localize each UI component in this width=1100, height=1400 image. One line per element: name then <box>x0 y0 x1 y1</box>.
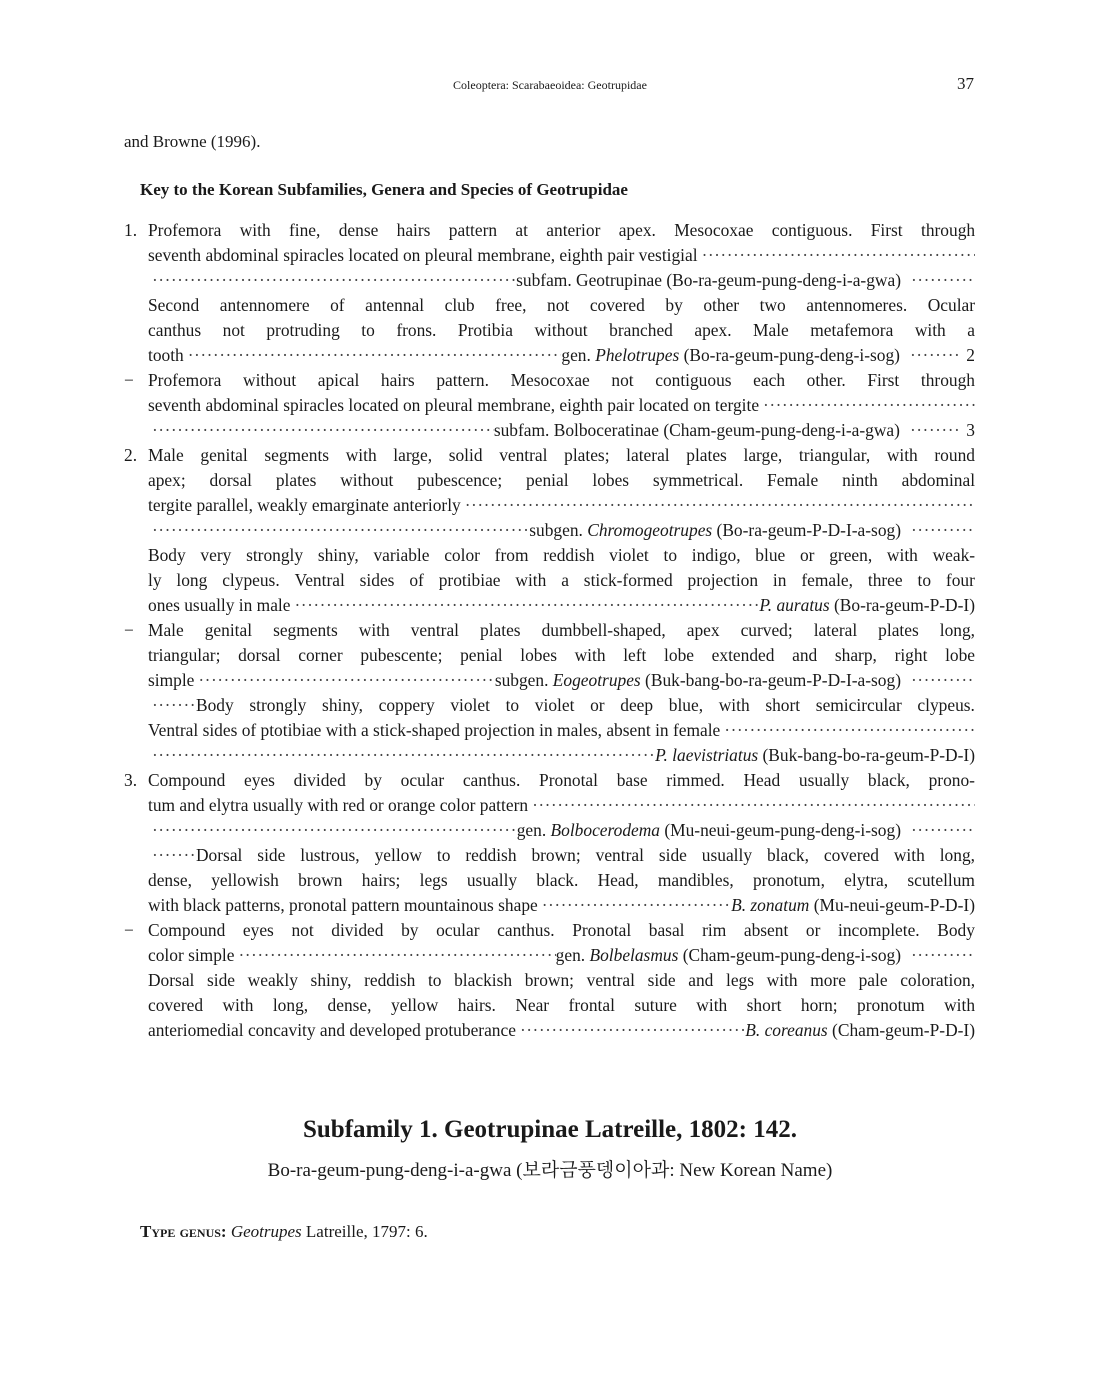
key-line-text: tergite parallel, weakly emarginate anteriorly ····· <box>148 493 975 518</box>
species-name: B. coreanus <box>745 1020 828 1040</box>
key-couplet-marker: − <box>124 370 134 390</box>
key-line-text: Second antennomere of antennal club free, not covered by other two antennomeres. Ocular <box>148 295 976 315</box>
subfamily-title: Subfamily 1. Geotrupinae Latreille, 1802: 142. <box>303 1116 797 1143</box>
taxon-name: Eogeotrupes <box>552 670 641 690</box>
key-line <box>124 218 975 243</box>
key-line <box>124 443 975 468</box>
taxon-rank: subgen. <box>529 520 588 540</box>
taxon-name: Bolbocerodema <box>550 820 660 840</box>
intro-text: and Browne (1996). <box>124 132 261 151</box>
key-line-text: color simple ····· gen. Bolbelasmus (Cham-geum-pung-deng-i-sog) ····· <box>148 943 975 968</box>
couplet-reference: 2 <box>961 345 975 365</box>
key-line-text: triangular; dorsal corner pubescente; penial lobes with left lobe extended and sharp, right lobe <box>148 645 976 665</box>
leader-dots <box>907 818 975 843</box>
korean-name: (Bo-ra-geum-P-D-I-a-sog) <box>712 520 901 540</box>
taxon-name: Phelotrupes <box>595 345 680 365</box>
taxon-entry: subfam. Geotrupinae (Bo-ra-geum-pung-deng-i-a-gwa) <box>516 270 901 290</box>
taxon-name: Bolbelasmus <box>589 945 679 965</box>
page-number: 37 <box>957 74 974 93</box>
type-genus-label: Type genus: <box>140 1222 227 1241</box>
key-line <box>124 393 975 418</box>
leader-dots <box>184 343 562 368</box>
leader-dots <box>234 943 555 968</box>
key-line <box>124 818 975 843</box>
key-line-text: dense, yellowish brown hairs; legs usually black. Head, mandibles, pronotum, elytra, scutellum <box>148 870 975 890</box>
key-line-text: Body very strongly shiny, variable color from reddish violet to indigo, blue or green, with weak- <box>148 545 976 565</box>
key-line <box>124 368 975 393</box>
key-line <box>124 943 975 968</box>
key-couplet-marker: − <box>124 920 134 940</box>
taxon-rank: gen. <box>555 945 590 965</box>
key-line <box>124 843 975 868</box>
leader-dots <box>528 793 975 818</box>
type-genus-authority: Latreille, 1797: 6. <box>305 1222 428 1241</box>
key-line-text: ····· Dorsal side lustrous, yellow to reddish brown; ventral side usually black, covered with long, <box>148 843 975 868</box>
leader-dots <box>907 268 975 293</box>
key-line <box>124 1018 975 1043</box>
key-line <box>124 743 975 768</box>
type-genus-name: Geotrupes <box>230 1222 302 1241</box>
key-line <box>124 618 975 643</box>
key-line-text: ones usually in male ····· P. auratus (Bo-ra-geum-P-D-I) <box>148 593 975 618</box>
key-line <box>124 243 975 268</box>
key-line-text: anteriomedial concavity and developed protuberance ····· B. coreanus (Cham-geum-P-D-I) <box>148 1018 975 1043</box>
leader-dots <box>194 668 494 693</box>
key-couplet-marker: − <box>124 620 134 640</box>
leader-dots <box>720 718 975 743</box>
key-line-text <box>148 818 975 843</box>
key-couplet-marker: 1. <box>124 220 138 240</box>
key-line <box>124 343 975 368</box>
key-title: Key to the Korean Subfamilies, Genera and Species of Geotrupidae <box>140 180 628 199</box>
key-line <box>124 668 975 693</box>
korean-name: (Mu-neui-geum-pung-deng-i-sog) <box>660 820 901 840</box>
korean-name: (Buk-bang-bo-ra-geum-P-D-I-a-sog) <box>640 670 901 690</box>
key-line-text <box>148 743 975 768</box>
key-line <box>124 543 975 568</box>
key-line-text: seventh abdominal spiracles located on pleural membrane, eighth pair located on tergite ····· <box>148 393 975 418</box>
key-line-text: Dorsal side weakly shiny, reddish to blackish brown; ventral side and legs with more pale coloration, <box>148 970 976 990</box>
key-line-text <box>148 518 975 543</box>
korean-name: (Bo-ra-geum-pung-deng-i-sog) <box>679 345 900 365</box>
leader-dots <box>148 743 655 768</box>
key-line-text: Compound eyes divided by ocular canthus. Pronotal base rimmed. Head usually black, prono- <box>148 770 975 790</box>
running-head: Coleoptera: Scarabaeoidea: Geotrupidae <box>453 78 647 92</box>
species-name: B. zonatum <box>731 895 810 915</box>
subfamily-korean-name: Bo-ra-geum-pung-deng-i-a-gwa (보라금풍뎅이아과: New Korean Name) <box>267 1160 833 1181</box>
taxon-rank: gen. <box>516 820 551 840</box>
leader-dots <box>698 243 975 268</box>
couplet-reference: 3 <box>961 420 975 440</box>
key-line-text: ····· Body strongly shiny, coppery violet to violet or deep blue, with short semicircular clypeus. <box>148 693 975 718</box>
key-line <box>124 593 975 618</box>
key-line <box>124 318 975 343</box>
leader-dots <box>907 668 975 693</box>
key-line <box>124 468 975 493</box>
key-line <box>124 893 975 918</box>
key-line-text: canthus not protruding to frons. Protibia without branched apex. Male metafemora with a <box>148 320 975 340</box>
leader-dots <box>538 893 731 918</box>
key-line-text: simple ····· subgen. Eogeotrupes (Buk-bang-bo-ra-geum-P-D-I-a-sog) ····· <box>148 668 975 693</box>
taxon-rank: gen. <box>561 345 596 365</box>
key-line <box>124 993 975 1018</box>
leader-dots <box>461 493 975 518</box>
key-line-text: Male genital segments with large, solid ventral plates; lateral plates large, triangular, with round <box>148 445 975 465</box>
key-line <box>124 968 975 993</box>
key-line-text: tum and elytra usually with red or orange color pattern ····· <box>148 793 975 818</box>
key-line-text: seventh abdominal spiracles located on pleural membrane, eighth pair vestigial ····· <box>148 243 975 268</box>
key-line <box>124 293 975 318</box>
korean-name: (Buk-bang-bo-ra-geum-P-D-I) <box>758 745 975 765</box>
key-line <box>124 643 975 668</box>
leader-dots <box>148 693 196 718</box>
key-line-text: Ventral sides of ptotibiae with a stick-shaped projection in males, absent in female ····· <box>148 718 975 743</box>
key-line <box>124 568 975 593</box>
key-line <box>124 418 975 443</box>
key-line-text: Profemora without apical hairs pattern. Mesocoxae not contiguous each other. First through <box>148 370 975 390</box>
key-line-text <box>148 418 975 443</box>
key-line-text: apex; dorsal plates without pubescence; penial lobes symmetrical. Female ninth abdominal <box>148 470 976 490</box>
key-line-text: Profemora with fine, dense hairs pattern at anterior apex. Mesocoxae contiguous. First through <box>148 220 976 240</box>
key-line-text: covered with long, dense, yellow hairs. Near frontal suture with short horn; pronotum with <box>148 995 976 1015</box>
key-line <box>124 268 975 293</box>
leader-dots <box>907 943 975 968</box>
key-line <box>124 768 975 793</box>
key-line-text: ly long clypeus. Ventral sides of protibiae with a stick-formed projection in female, three to four <box>148 570 975 590</box>
key-line <box>124 493 975 518</box>
leader-dots <box>907 518 975 543</box>
key-line-text: tooth ····· gen. Phelotrupes (Bo-ra-geum-pung-deng-i-sog) ····· 2 <box>148 343 975 368</box>
leader-dots <box>516 1018 745 1043</box>
taxon-entry: subfam. Bolboceratinae (Cham-geum-pung-deng-i-a-gwa) <box>493 420 900 440</box>
leader-dots <box>148 268 516 293</box>
leader-dots <box>148 843 196 868</box>
taxon-rank: subgen. <box>494 670 553 690</box>
korean-name: (Cham-geum-P-D-I) <box>827 1020 975 1040</box>
key-line <box>124 518 975 543</box>
leader-dots <box>148 418 494 443</box>
key-line <box>124 793 975 818</box>
type-genus <box>140 1222 428 1242</box>
key-line <box>124 693 975 718</box>
key-line <box>124 918 975 943</box>
taxon-name: Chromogeotrupes <box>587 520 713 540</box>
leader-dots <box>148 818 517 843</box>
key-couplet-marker: 2. <box>124 445 138 465</box>
leader-dots <box>290 593 759 618</box>
identification-key <box>124 218 975 1043</box>
leader-dots <box>906 343 962 368</box>
leader-dots <box>148 518 529 543</box>
leader-dots <box>759 393 975 418</box>
leader-dots <box>906 418 962 443</box>
species-name: P. laevistriatus <box>655 745 759 765</box>
key-line-text: with black patterns, pronotal pattern mountainous shape ····· B. zonatum (Mu-neui-geum-P-D-I) <box>148 893 975 918</box>
korean-name: (Bo-ra-geum-P-D-I) <box>829 595 975 615</box>
key-line <box>124 718 975 743</box>
key-line-text <box>148 268 975 293</box>
key-couplet-marker: 3. <box>124 770 138 790</box>
key-line <box>124 868 975 893</box>
key-line-text: Compound eyes not divided by ocular canthus. Pronotal basal rim absent or incomplete. Body <box>148 920 975 940</box>
korean-name: (Mu-neui-geum-P-D-I) <box>809 895 975 915</box>
species-name: P. auratus <box>759 595 830 615</box>
key-line-text: Male genital segments with ventral plates dumbbell-shaped, apex curved; lateral plates long, <box>148 620 976 640</box>
korean-name: (Cham-geum-pung-deng-i-sog) <box>678 945 901 965</box>
